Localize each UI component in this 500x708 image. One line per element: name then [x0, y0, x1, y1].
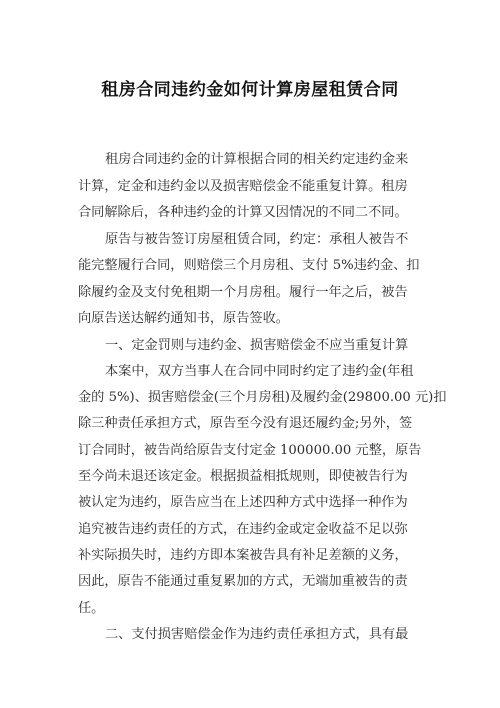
paragraph-2-line-4: 向原告送达解约通知书，原告签收。 [78, 311, 289, 326]
paragraph-3-line-4: 订合同时，被告尚给原告支付定金 100000.00 元整，原告 [78, 443, 422, 458]
paragraph-3-line-5: 至今尚未退还该定金。根据损益相抵规则，即使被告行为 [78, 469, 408, 484]
section-heading-2: 二、支付损害赔偿金作为违约责任承担方式，具有最 [105, 627, 409, 642]
paragraph-3-line-7: 追究被告违约责任的方式，在违约金或定金收益不足以弥 [78, 522, 408, 537]
paragraph-3-line-9: 因此，原告不能通过重复累加的方式，无端加重被告的责 [78, 574, 408, 589]
paragraph-3-line-6: 被认定为违约，原告应当在上述四种方式中选择一种作为 [78, 495, 408, 510]
document-title: 租房合同违约金如何计算房屋租赁合同 [101, 80, 399, 100]
paragraph-3-line-10: 任。 [78, 601, 105, 616]
paragraph-3-line-8: 补实际损失时，违约方即本案被告具有补足差额的义务， [78, 548, 408, 563]
paragraph-2-line-3: 除履约金及支付免租期一个月房租。履行一年之后，被告 [78, 285, 408, 300]
paragraph-1-line-2: 计算，定金和违约金以及损害赔偿金不能重复计算。租房 [78, 179, 408, 194]
section-heading-1: 一、定金罚则与违约金、损害赔偿金不应当重复计算 [105, 338, 409, 353]
paragraph-2-line-2: 能完整履行合同，则赔偿三个月房租、支付 5%违约金、扣 [78, 258, 420, 273]
paragraph-2-line-1: 原告与被告签订房屋租赁合同，约定：承租人被告不 [105, 232, 409, 247]
paragraph-1-line-3: 合同解除后，各种违约金的计算又因情况的不同二不同。 [78, 205, 408, 220]
paragraph-3-line-3: 除三种责任承担方式，原告至今没有退还履约金;另外，签 [78, 416, 413, 431]
paragraph-1-line-1: 租房合同违约金的计算根据合同的相关约定违约金来 [105, 152, 409, 167]
paragraph-3-line-2: 金的 5%)、损害赔偿金(三个月房租)及履约金(29800.00 元)扣 [78, 390, 447, 405]
paragraph-3-line-1: 本案中，双方当事人在合同中同时约定了违约金(年租 [105, 364, 414, 379]
